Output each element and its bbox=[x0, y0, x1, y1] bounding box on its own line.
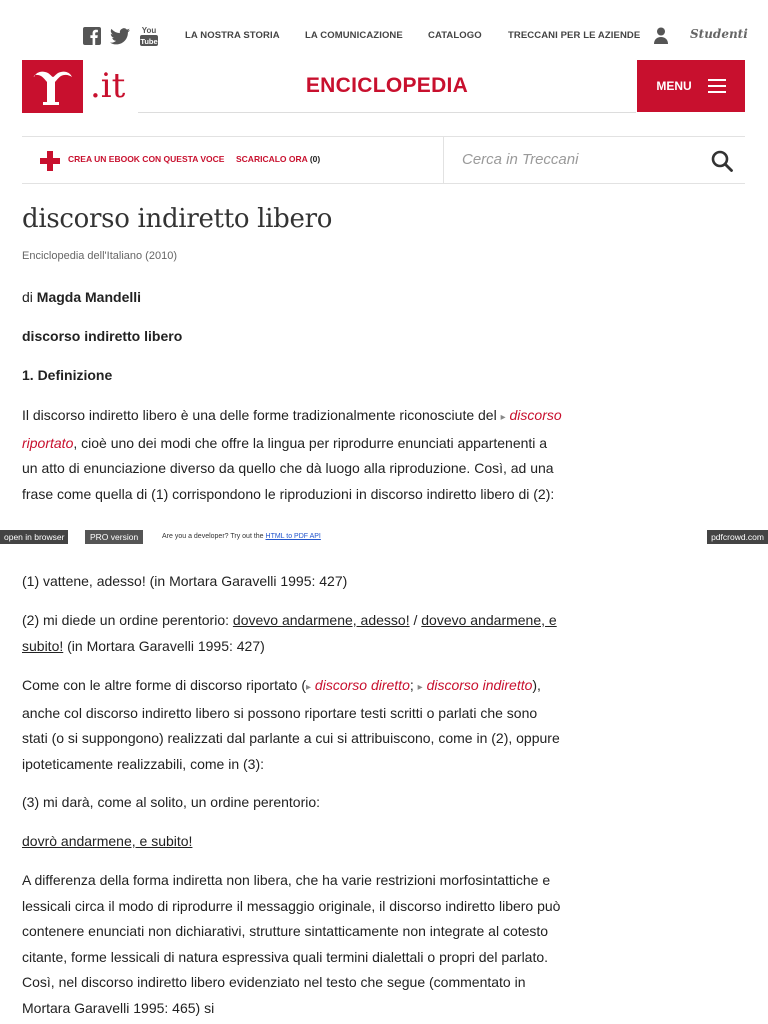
top-bar bbox=[0, 0, 768, 60]
facebook-icon[interactable] bbox=[82, 26, 102, 46]
example-3-quote bbox=[22, 829, 562, 855]
text: (2) mi diede un ordine perentorio: bbox=[22, 612, 233, 628]
example-1: (1) vattene, adesso! (in Mortara Garavelli 1995: 427) bbox=[22, 573, 348, 589]
paragraph-differences: A differenza della forma indiretta non libera, che ha varie restrizioni morfosintattiche e lessicali circa il modo di riprodurre il messaggio originale, il discorso indiretto libero può contenere enunciati non dichiarativi, strutture sintatticamente non integrate al cotesto citante, forme lessicali di natura espressiva quali termini dialettali o propri del parlato. Così, nel discorso indiretto libero evidenziato nel testo che segue (commentato in Mortara Garavelli 1995: 465) si bbox=[22, 872, 561, 1016]
nav-la-nostra-storia[interactable]: LA NOSTRA STORIA bbox=[185, 30, 280, 41]
article-toolbar bbox=[22, 136, 745, 184]
text: ; bbox=[409, 677, 418, 693]
text: (in Mortara Garavelli 1995: 427) bbox=[63, 637, 265, 654]
social-links bbox=[82, 26, 160, 46]
search-icon[interactable] bbox=[711, 150, 733, 172]
article-heading bbox=[22, 324, 562, 350]
author-line bbox=[22, 285, 562, 311]
pro-version-button[interactable]: PRO version bbox=[85, 530, 143, 544]
menu-button[interactable] bbox=[637, 60, 745, 112]
text: Il discorso indiretto libero è una delle forme tradizionalmente riconosciute del bbox=[22, 407, 501, 423]
link-discorso-diretto[interactable]: discorso diretto bbox=[314, 677, 410, 693]
article-source: Enciclopedia dell'Italiano (2010) bbox=[22, 250, 177, 262]
paragraph-definition bbox=[22, 403, 562, 507]
pdfcrowd-bar bbox=[0, 530, 768, 544]
header-divider bbox=[138, 112, 636, 113]
example-3: (3) mi darà, come al solito, un ordine perentorio: bbox=[22, 794, 321, 810]
link-discorso-riportato[interactable]: discorso riportato bbox=[22, 407, 562, 451]
text: Come con le altre forme di discorso riportato ( bbox=[22, 677, 306, 693]
open-in-browser-button[interactable]: open in browser bbox=[0, 530, 68, 544]
create-ebook-link[interactable]: CREA UN EBOOK CON QUESTA VOCE bbox=[68, 154, 225, 164]
nav-treccani-aziende[interactable]: TRECCANI PER LE AZIENDE bbox=[508, 30, 641, 41]
treccani-logo-icon bbox=[30, 67, 76, 107]
arrow-icon: ▸ bbox=[500, 412, 506, 423]
html-to-pdf-link[interactable]: HTML to PDF API bbox=[265, 533, 321, 540]
search-input[interactable] bbox=[454, 145, 720, 173]
twitter-icon[interactable] bbox=[110, 26, 130, 46]
nav-catalogo[interactable]: CATALOGO bbox=[428, 30, 482, 41]
arrow-icon: ▸ bbox=[306, 682, 312, 693]
author-prefix: di bbox=[22, 289, 33, 305]
svg-text:You: You bbox=[141, 26, 157, 35]
top-navigation bbox=[185, 30, 640, 41]
section-text: 1. Definizione bbox=[22, 367, 113, 383]
article-title: discorso indiretto libero bbox=[22, 204, 333, 234]
underlined-text: dovevo andarmene, e subito! bbox=[22, 612, 557, 654]
text: , cioè uno dei modi che offre la lingua per riprodurre enunciati appartenenti a un atto di enunciazione diverso da quello che dà luogo alla riproduzione. Così, ad una frase come quella di (1) corrispondono le riproduzioni in discorso indiretto libero di (2): bbox=[22, 434, 555, 502]
svg-text:Tube: Tube bbox=[140, 37, 158, 46]
download-label: SCARICALO ORA bbox=[236, 154, 308, 164]
nav-la-comunicazione[interactable]: LA COMUNICAZIONE bbox=[305, 30, 403, 41]
text: / bbox=[409, 612, 422, 628]
heading-text: discorso indiretto libero bbox=[22, 328, 183, 344]
underlined-text: dovevo andarmene, adesso! bbox=[232, 612, 410, 628]
arrow-icon: ▸ bbox=[417, 682, 423, 693]
menu-label: MENU bbox=[656, 79, 692, 93]
developer-note bbox=[162, 530, 321, 544]
text: Are you a developer? Try out the bbox=[162, 533, 266, 540]
toolbar-divider bbox=[443, 137, 444, 183]
logo-suffix: .it bbox=[90, 66, 126, 106]
underlined-text: dovrò andarmene, e subito! bbox=[22, 833, 193, 849]
download-count: (0) bbox=[309, 154, 321, 164]
section-heading bbox=[22, 363, 562, 389]
plus-icon[interactable] bbox=[40, 151, 60, 171]
text: ), anche col discorso indiretto libero si possono riportare testi scritti o parlati che sono stati (o si suppongono) realizzati dal parlante a cui si attribuiscono, come in (2), oppure ipoteticamente realizzabili, come in (3): bbox=[22, 677, 560, 772]
pdfcrowd-brand[interactable]: pdfcrowd.com bbox=[707, 530, 768, 544]
studenti-logo[interactable]: Studenti bbox=[690, 27, 748, 41]
hamburger-icon bbox=[708, 79, 726, 93]
download-now-link[interactable] bbox=[236, 154, 320, 164]
section-title[interactable]: ENCICLOPEDIA bbox=[305, 74, 469, 97]
user-icon[interactable] bbox=[654, 27, 670, 45]
paragraph-forms bbox=[22, 673, 562, 777]
link-discorso-indiretto[interactable]: discorso indiretto bbox=[426, 677, 533, 693]
author-name[interactable]: Magda Mandelli bbox=[36, 289, 142, 305]
youtube-icon[interactable] bbox=[138, 26, 160, 46]
example-2 bbox=[22, 608, 562, 659]
treccani-logo[interactable] bbox=[22, 60, 83, 113]
